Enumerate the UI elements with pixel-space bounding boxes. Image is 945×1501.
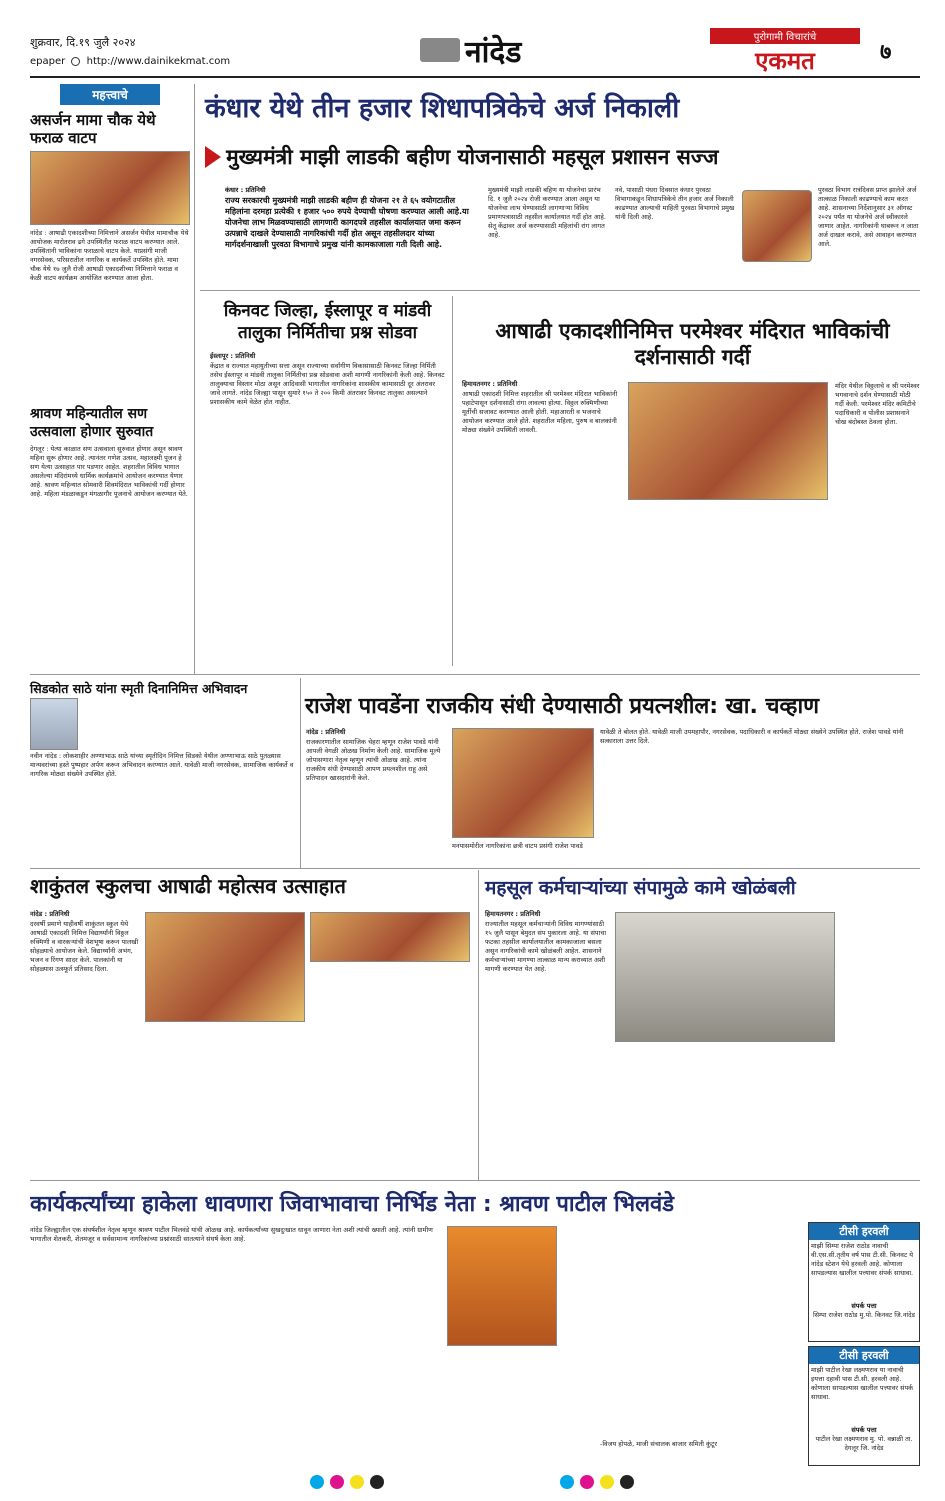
rajesh-title: राजेश पावडेंना राजकीय संधी देण्यासाठी प्रयत्नशील: खा. चव्हाण <box>305 694 820 719</box>
reg-mark-black-2 <box>620 1475 634 1489</box>
sub-headline: मुख्यमंत्री माझी लाडकी बहीण योजनासाठी महसूल प्रशासन सज्ज <box>226 145 719 169</box>
lead-photo <box>742 190 812 262</box>
brand-name: एकमत <box>755 47 815 75</box>
epaper-label: epaper <box>30 56 66 67</box>
rajesh-side: यावेळी ते बोलत होते. यावेळी माजी उपमहापौर, नगरसेवक, पदाधिकारी व कार्यकर्ते मोठ्या संख्येने उपस्थित होते. राजेश पावडे यांनी सत्काराला उत्तर दिले. <box>600 728 904 745</box>
story1-body: नांदेड : आषाढी एकादशीच्या निमित्ताने असर्जन येथील मामाचौक येथे आयोजक मारोतराव ढगे उपस्थितीत फराळ वाटप करण्यात आले. उपस्थितांनी भाविकांना फराळाचे वाटप केले. याप्रसंगी माजी नगरसेवक, परिसरातील नागरिक व कार्यकर्ते उपस्थित होते. मामा चौक येथे १७ जुलै रोजी आषाढी एकादशीच्या निमित्ताने फराळ व केळी वाटप कार्यक्रम आयोजित करण्यात आला होता. <box>30 229 189 282</box>
school-photo-2 <box>310 912 470 962</box>
masthead <box>0 0 945 80</box>
classified-2 <box>808 1346 920 1466</box>
shravan-photo <box>447 1226 557 1346</box>
school-dateline: नांदेड : प्रतिनिधी <box>30 910 70 918</box>
kinwat-title: किनवट जिल्हा, ईस्लापूर व मांडवी तालुका निर्मितीचा प्रश्न सोडवा <box>223 301 432 343</box>
classified-2-body: माझी पाटील रेखा लक्ष्मणराव या नावाची इयत्ता दहावी पास टी.सी. हरवली आहे. कोणाला सापडल्यास खालील पत्त्यावर संपर्क साधावा. <box>811 1366 914 1401</box>
ashadhi-side: मंदिर येथील विठ्ठलाचे व श्री परमेश्वर भगवानाचे दर्शन घेण्यासाठी मोठी गर्दी केली. परमेश्वर मंदिर कमिटीचे पदाधिकारी व पोलीस प्रशासनाने चोख बंदोबस्त ठेवला होता. <box>835 382 920 426</box>
classified-1-title: टीसी हरवली <box>809 1223 919 1240</box>
rajesh-photo <box>452 728 594 838</box>
mid-rule-3 <box>30 1180 920 1181</box>
memorial-photo <box>30 698 78 750</box>
arrow-icon <box>205 146 221 168</box>
reg-mark-magenta-2 <box>580 1475 594 1489</box>
memorial-body: नवीन नांदेड : लोकशाहीर अण्णाभाऊ साठे यांच्या स्मृतीदिन निमित्त सिडको येथील अण्णाभाऊ साठे पुतळ्यास मान्यवरांच्या हस्ते पुष्पहार अर्पण करून अभिवादन करण्यात आले. यावेळी माजी नगरसेवक, सामाजिक कार्यकर्ते व नागरिक मोठ्या संख्येने उपस्थित होते. <box>30 752 294 778</box>
lead-intro-box <box>225 186 480 266</box>
ashadhi-dateline: हिमायतनगर : प्रतिनिधी <box>462 380 518 388</box>
classified-1-contact: सिम्पा राजेश राठोड मु.पो. किनवट जि.नांदेड <box>812 1311 916 1319</box>
epaper-line <box>30 56 230 67</box>
kinwat-body: केंद्रात व राज्यात महायुतीच्या सत्ता असून राज्याच्या सर्वांगीण विकासासाठी किनवट जिल्हा निर्मिती तसेच ईस्लापूर व मांडवी तालुका निर्मितीचा प्रश्न सोडवावा अशी मागणी नागरिकांनी केली आहे. किनवट तालुक्याचा विस्तार मोठा असून आदिवासी भागातील नागरिकांना शासकीय कामासाठी दूर अंतरावर जावे लागते. नांदेड जिल्ह्या पासून सुमारे १५० ते २०० किमी अंतरावर किनवट तालुका असल्याने प्रशासकीय कामे वेळेत होत नाहीत. <box>210 362 445 406</box>
left-column <box>30 84 190 674</box>
memorial-title: सिडकोत साठे यांना स्मृती दिनानिमित्त अभिवादन <box>30 681 248 696</box>
story2-body: देगलूर : येत्या काळात सण उत्सवाला सुरुवात होणार असून श्रावण महिना सुरू होणार आहे. त्यानंतर गणेश उत्सव, महालक्ष्मी पूजन हे सण येत्या उत्साहात पार पडणार आहेत. शहरातील विविध भागात असलेल्या मंदिरांमध्ये धार्मिक कार्यक्रमांचे आयोजन करण्यात येणार आहे. श्रावण महिन्यात सोमवारी शिवमंदिरात भाविकांची गर्दी होणार आहे. महिला मंडळाकडून मंगळागौर पूजनाचे आयोजन करण्यात येते. <box>30 445 188 498</box>
school-photo <box>145 912 305 1022</box>
classified-1-body: माझी सिम्पा राजेश राठोड नावाची वी.एस.सी.तृतीय वर्ष पास टी.सी. किनवट ये नांदेड स्टेशन येथे हरवली आहे. कोणाला सापडल्यास खालील पत्त्यावर संपर्क साधावा. <box>811 1242 914 1277</box>
kinwat-divider <box>452 296 453 666</box>
lead-col2: नवे, पासाठी पंधरा दिवसात कंधार पुरवठा विभागाकडून शिधापत्रिकेचे तीन हजार अर्ज निकाली काढण्यात आल्याची माहिती पुरवठा विभागाचे प्रमुख यांनी दिली आहे. <box>615 186 735 221</box>
strike-photo <box>615 912 835 1042</box>
ashadhi-photo <box>628 382 828 500</box>
reg-mark-yellow-2 <box>600 1475 614 1489</box>
lead-dateline: कंधार : प्रतिनिधी <box>225 186 266 194</box>
classified-2-contact: पाटील रेखा लक्ष्मणराव मु. पो. वन्नाळी ता. देगलूर जि. नांदेड <box>815 1435 913 1452</box>
kinwat-dateline: ईस्लापूर : प्रतिनिधी <box>210 352 256 360</box>
shravan-title: कार्यकर्त्यांच्या हाकेला धावणारा जिवाभावाचा निर्भिड नेता : श्रावण पाटील भिलवंडे <box>30 1192 675 1217</box>
rajesh-caption: मनपासमोरील नागरिकांना छत्री वाटप प्रसंगी राजेश पावडे <box>452 842 583 850</box>
lead-col1: मुख्यमंत्री माझी लाडकी बहिण या योजनेचा प्रारंभ दि. १ जुलै २०२४ रोजी करण्यात आला असून या योजनेचा लाभ घेण्यासाठी लागणाऱ्या विविध प्रमाणपत्रासाठी तहसील कार्यालयात गर्दी होत आहे. सेतू केंद्रावर अर्ज करण्यासाठी महिलांची रांग लागत आहे. <box>488 186 606 239</box>
reg-mark-cyan-2 <box>560 1475 574 1489</box>
reg-mark-yellow <box>350 1475 364 1489</box>
reg-mark-cyan <box>310 1475 324 1489</box>
reg-mark-black <box>370 1475 384 1489</box>
masthead-rule <box>30 76 920 78</box>
school-title: शाकुंतल स्कुलचा आषाढी महोत्सव उत्साहात <box>30 874 346 898</box>
website-link[interactable]: http://www.dainikekmat.com <box>86 56 231 67</box>
rajesh-dateline: नांदेड : प्रतिनिधी <box>306 728 346 736</box>
left-col-divider <box>194 84 195 674</box>
shravan-body: नांदेड जिल्ह्यातील एक संघर्षशील नेतृत्व म्हणून श्रावण पाटील भिलवंडे यांची ओळख आहे. कार्यकर्त्यांच्या सुखदुःखात धावून जाणारा नेता अशी त्यांची ख्याती आहे. त्यांनी ग्रामीण भागातील शेतकरी, शेतमजूर व सर्वसामान्य नागरिकांच्या प्रश्नांसाठी सातत्याने संघर्ष केला आहे. <box>30 1226 433 1243</box>
rajesh-body: राजकारणातील सामाजिक चेहरा म्हणून राजेश पावडे यांनी आपली वेगळी ओळख निर्माण केली आहे. सामाजिक मूल्ये जोपासणारा नेतृत्व म्हणून त्यांची ओळख आहे. त्यांना राजकीय संधी देण्यासाठी आपण प्रयत्नशील राहू असे प्रतिपादन खासदारांनी केले. <box>306 738 441 782</box>
main-headline: कंधार येथे तीन हजार शिधापत्रिकेचे अर्ज निकाली <box>205 93 680 124</box>
memorial-divider <box>300 678 301 868</box>
strike-body: राज्यातील महसूल कर्मचाऱ्यांनी विविध मागण्यांसाठी १५ जुलै पासून बेमुदत संप पुकारला आहे. या संपाचा फटका तहसील कार्यालयातील कामकाजाला बसला असून नागरिकांची कामे खोळंबली आहेत. शासनाने कर्मचाऱ्यांच्या मागण्या तात्काळ मान्य कराव्यात अशी मागणी करण्यात येत आहे. <box>485 920 607 973</box>
classified-2-contact-label: संपर्क पत्ता <box>851 1426 877 1434</box>
ashadhi-title: आषाढी एकादशीनिमित्त परमेश्वर मंदिरात भाविकांची दर्शनासाठी गर्दी <box>495 319 890 369</box>
school-body: दरवर्षी प्रमाणे याहीवर्षी शाकुंतल स्कुल येथे आषाढी एकादशी निमित्त विद्यार्थ्यांनी विठ्ठल रुक्मिणी व वारकऱ्यांची वेशभूषा करून पालखी सोहळ्याचे आयोजन केले. विद्यार्थ्यांनी अभंग, भजन व रिंगण सादर केले. पालकांनी या सोहळ्यास उत्स्फूर्त प्रतिसाद दिला. <box>30 920 139 973</box>
strike-dateline: हिमायतनगर : प्रतिनिधी <box>485 910 541 918</box>
story1-title: असर्जन मामा चौक येथे फराळ वाटप <box>30 111 156 147</box>
edition-emblem <box>420 38 460 62</box>
mid-rule-2 <box>30 868 920 869</box>
shravan-byline: -विजय होपळे, माजी संचालक बाजार समिती कुंटूर <box>600 1440 717 1448</box>
school-divider <box>478 870 479 1180</box>
registration-marks <box>0 1475 945 1493</box>
story1-photo <box>30 151 190 225</box>
ashadhi-body: आषाढी एकादशी निमित्त शहरातील श्री परमेश्वर मंदिरात भाविकांनी पहाटेपासून दर्शनासाठी रांगा लावल्या होत्या. विठ्ठल रुक्मिणीच्या मूर्तीची सजावट करण्यात आली होती. महाआरती व भजनाचे आयोजन करण्यात आले होते. शहरातील महिला, पुरुष व बालकांनी मोठ्या संख्येने उपस्थिती लावली. <box>462 390 618 434</box>
story2-title: श्रावण महिन्यातील सण उत्सवाला होणार सुरुवात <box>30 406 154 440</box>
strike-title: महसूल कर्मचाऱ्यांच्या संपामुळे कामे खोळंबली <box>485 877 796 899</box>
section-tag: महत्त्वाचे <box>60 84 160 105</box>
lead-bottom-rule <box>200 290 920 291</box>
classified-1 <box>808 1222 920 1342</box>
mid-rule-1 <box>30 674 920 675</box>
brand-logo <box>710 28 860 76</box>
classified-1-contact-label: संपर्क पत्ता <box>851 1302 877 1310</box>
globe-icon <box>71 57 80 66</box>
classified-2-title: टीसी हरवली <box>809 1347 919 1364</box>
page-number: ७ <box>880 40 892 65</box>
edition-name: नांदेड <box>465 35 522 70</box>
sub-headline-row <box>205 143 920 171</box>
issue-date: शुक्रवार, दि.१९ जुलै २०२४ <box>30 36 136 49</box>
brand-tagline: पुरोगामी विचारांचे <box>710 28 860 44</box>
lead-col3: पुरवठा विभाग रात्रंदिवस प्राप्त झालेले अर्ज तात्काळ निकाली काढण्याचे काम करत आहे. शासनाच्या निर्देशानुसार ३१ ऑगस्ट २०२४ पर्यंत या योजनेचे अर्ज स्वीकारले जाणार आहेत. नागरिकांनी घाबरून न जाता अर्ज दाखल करावे, असे आवाहन करण्यात आले. <box>818 186 919 248</box>
lead-intro: राज्य सरकारची मुख्यमंत्री माझी लाडकी बहीण ही योजना २१ ते ६५ वयोगटातील महिलांना दरमहा प्रत्येकी १ हजार ५०० रुपये देण्याची घोषणा करण्यात आली आहे.या योजनेचा लाभ मिळवण्यासाठी लागणारी कागदपत्रे तहसील कार्यालयात जमा करून उत्पन्नाचे दाखले देण्यासाठी नागरिकांची गर्दी होत असून तहसीलदार यांच्या मार्गदर्शनाखाली पुरवठा विभागाचे प्रमुख यांनी कामकाजाला गती दिली आहे. <box>225 196 469 249</box>
reg-mark-magenta <box>330 1475 344 1489</box>
